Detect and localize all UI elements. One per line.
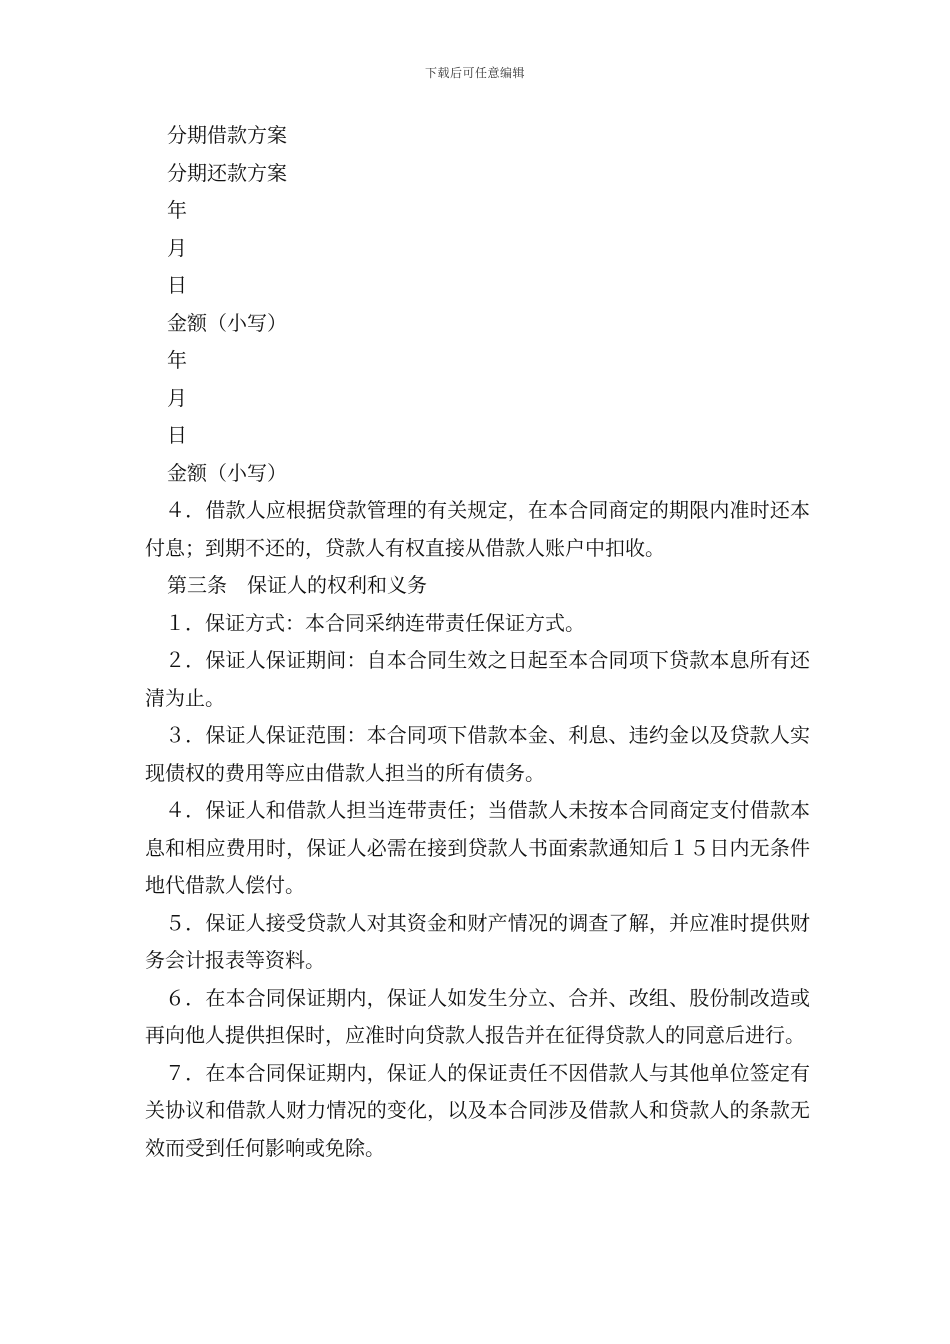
schedule-line-repay-plan: 分期还款方案 <box>167 160 287 185</box>
clause2-item-4: ４．借款人应根据贷款管理的有关规定，在本合同商定的期限内准时还本付息；到期不还的，贷款人有权直接从借款人账户中扣收。 <box>145 498 810 560</box>
schedule-line-year: 年 <box>167 348 187 372</box>
clause3-item-1: １．保证方式：本合同采纳连带责任保证方式。 <box>165 610 585 635</box>
clause3-item-2: ２．保证人保证期间：自本合同生效之日起至本合同项下贷款本息所有还清为止。 <box>145 648 810 710</box>
schedule-line-amount: 金额（小写） <box>167 310 287 335</box>
clause3-item-4: ４．保证人和借款人担当连带责任；当借款人未按本合同商定支付借款本息和相应费用时，保证人必需在接到贷款人书面索款通知后１５日内无条件地代借款人偿付。 <box>145 798 810 897</box>
page-header: 下载后可任意编辑 <box>424 66 525 80</box>
schedule-line-month: 月 <box>167 235 187 260</box>
schedule-line-year: 年 <box>167 198 187 222</box>
clause3-item-7: ７．在本合同保证期内，保证人的保证责任不因借款人与其他单位签定有关协议和借款人财力情况的变化，以及本合同涉及借款人和贷款人的条款无效而受到任何影响或免除。 <box>145 1060 810 1160</box>
schedule-line-day: 日 <box>167 273 187 297</box>
clause3-item-5: ５．保证人接受贷款人对其资金和财产情况的调查了解，并应准时提供财务会计报表等资料。 <box>145 910 810 972</box>
clause3-item-3: ３．保证人保证范围：本合同项下借款本金、利息、违约金以及贷款人实现债权的费用等应由借款人担当的所有债务。 <box>145 723 810 785</box>
schedule-line-day: 日 <box>167 423 187 447</box>
schedule-line-amount: 金额（小写） <box>167 460 287 485</box>
document-body <box>145 117 810 1167</box>
clause3-item-6: ６．在本合同保证期内，保证人如发生分立、合并、改组、股份制改造或再向他人提供担保时，应准时向贷款人报告并在征得贷款人的同意后进行。 <box>145 985 810 1047</box>
clause3-title: 第三条 保证人的权利和义务 <box>167 573 427 597</box>
schedule-line-month: 月 <box>167 385 187 410</box>
schedule-line-loan-plan: 分期借款方案 <box>167 123 287 147</box>
